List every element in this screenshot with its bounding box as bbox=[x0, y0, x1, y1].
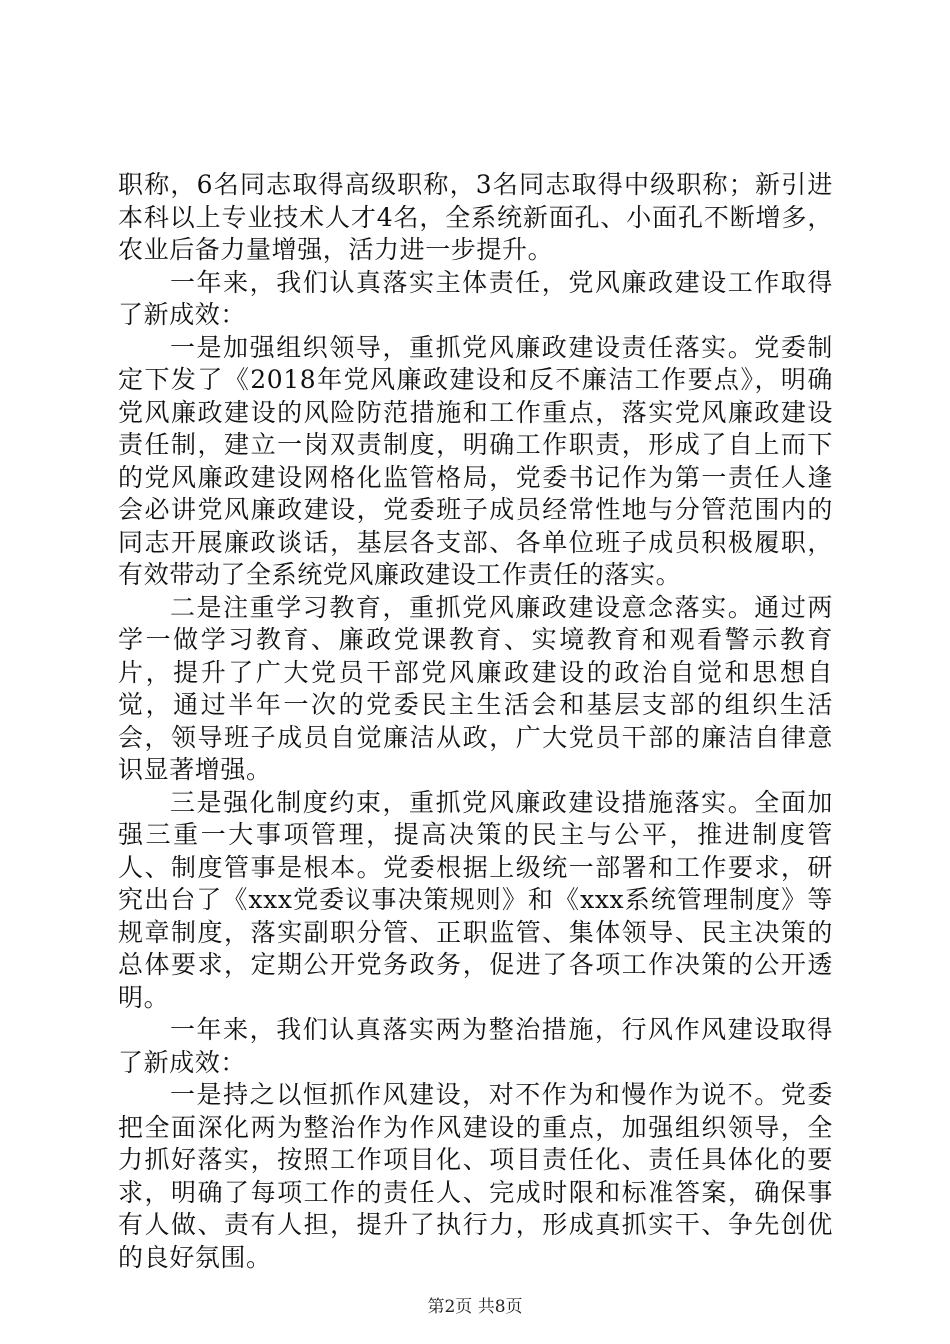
body-text bbox=[118, 169, 833, 1274]
paragraph-7: 一是持之以恒抓作风建设，对不作为和慢作为说不。党委把全面深化两为整治作为作风建设的重点，加强组织领导，全力抓好落实，按照工作项目化、项目责任化、责任具体化的要求，明确了每项工作的责任人、完成时限和标准答案，确保事有人做、责有人担，提升了执行力，形成真抓实干、争先创优的良好氛围。 bbox=[118, 1080, 833, 1272]
paragraph-6: 一年来，我们认真落实两为整治措施，行风作风建设取得了新成效： bbox=[118, 1015, 833, 1077]
paragraph-4: 二是注重学习教育，重抓党风廉政建设意念落实。通过两学一做学习教育、廉政党课教育、实境教育和观看警示教育片，提升了广大党员干部党风廉政建设的政治自觉和思想自觉，通过半年一次的党委民主生活会和基层支部的组织生活会，领导班子成员自觉廉洁从政，广大党员干部的廉洁自律意识显著增强。 bbox=[118, 592, 833, 784]
page-footer: 第2页 共8页 bbox=[427, 1297, 523, 1317]
paragraph-2: 一年来，我们认真落实主体责任，党风廉政建设工作取得了新成效： bbox=[118, 267, 833, 329]
paragraph-1: 职称，6名同志取得高级职称，3名同志取得中级职称；新引进本科以上专业技术人才4名，全系统新面孔、小面孔不断增多，农业后备力量增强，活力进一步提升。 bbox=[118, 170, 833, 264]
paragraph-5: 三是强化制度约束，重抓党风廉政建设措施落实。全面加强三重一大事项管理，提高决策的民主与公平，推进制度管人、制度管事是根本。党委根据上级统一部署和工作要求，研究出台了《xxx党委议事决策规则》和《xxx系统管理制度》等规章制度，落实副职分管、正职监管、集体领导、民主决策的总体要求，定期公开党务政务，促进了各项工作决策的公开透明。 bbox=[118, 787, 833, 1012]
paragraph-3: 一是加强组织领导，重抓党风廉政建设责任落实。党委制定下发了《2018年党风廉政建设和反不廉洁工作要点》，明确党风廉政建设的风险防范措施和工作重点，落实党风廉政建设责任制，建立一岗双责制度，明确工作职责，形成了自上而下的党风廉政建设网格化监管格局，党委书记作为第一责任人逢会必讲党风廉政建设，党委班子成员经常性地与分管范围内的同志开展廉政谈话，基层各支部、各单位班子成员积极履职，有效带动了全系统党风廉政建设工作责任的落实。 bbox=[118, 332, 833, 589]
